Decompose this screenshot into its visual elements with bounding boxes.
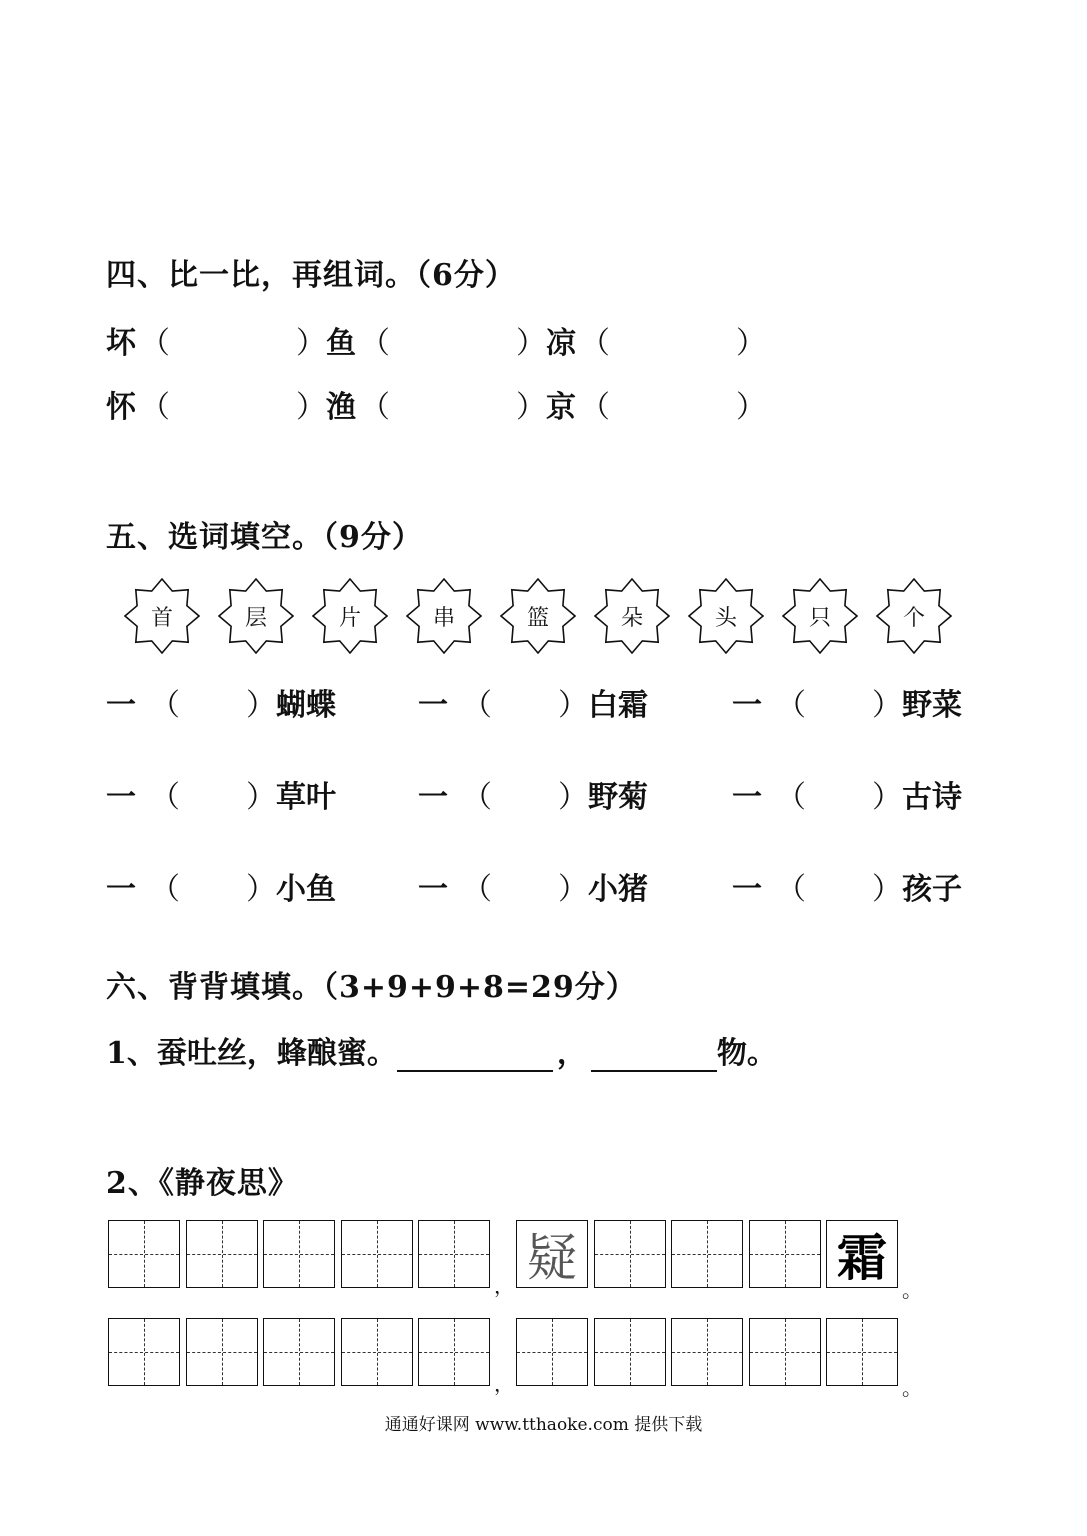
open-paren: （ bbox=[776, 872, 806, 907]
measure-noun: 蝴蝶 bbox=[276, 688, 336, 723]
compare-char: 渔 bbox=[326, 390, 356, 425]
word-answer-blank[interactable] bbox=[176, 318, 286, 352]
close-paren: ） bbox=[246, 688, 276, 723]
close-paren: ） bbox=[516, 390, 546, 425]
poem-punctuation: ， bbox=[494, 1274, 514, 1298]
answer-blank-1[interactable] bbox=[397, 1042, 553, 1072]
open-paren: （ bbox=[140, 390, 170, 425]
measure-prefix: 一 bbox=[418, 780, 448, 815]
question-2-title: 2、《静夜思》 bbox=[106, 1166, 299, 1201]
writing-box[interactable] bbox=[418, 1318, 490, 1386]
word-star-tile bbox=[876, 578, 952, 654]
open-paren: （ bbox=[580, 390, 610, 425]
poem-punctuation: 。 bbox=[902, 1376, 922, 1400]
word-star-label: 串 bbox=[432, 605, 455, 631]
given-character: 霜 bbox=[837, 1229, 887, 1287]
writing-box[interactable] bbox=[341, 1318, 413, 1386]
open-paren: （ bbox=[462, 780, 492, 815]
question-1 bbox=[106, 1028, 777, 1072]
measure-answer-blank[interactable] bbox=[810, 772, 866, 806]
word-star-tile bbox=[782, 578, 858, 654]
writing-box[interactable] bbox=[826, 1318, 898, 1386]
word-star-label: 个 bbox=[902, 605, 925, 631]
compare-char: 京 bbox=[546, 390, 576, 425]
section5-heading: 五、选词填空。（9分） bbox=[106, 520, 423, 555]
measure-answer-blank[interactable] bbox=[496, 864, 552, 898]
measure-answer-blank[interactable] bbox=[184, 772, 240, 806]
writing-box[interactable] bbox=[263, 1318, 335, 1386]
close-paren: ） bbox=[558, 780, 588, 815]
measure-prefix: 一 bbox=[732, 780, 762, 815]
close-paren: ） bbox=[516, 326, 546, 361]
close-paren: ） bbox=[558, 872, 588, 907]
word-star-tile bbox=[218, 578, 294, 654]
writing-box bbox=[826, 1220, 898, 1288]
writing-box[interactable] bbox=[671, 1318, 743, 1386]
measure-prefix: 一 bbox=[106, 872, 136, 907]
writing-box[interactable] bbox=[108, 1220, 180, 1288]
measure-noun: 小猪 bbox=[588, 872, 648, 907]
word-star-tile bbox=[594, 578, 670, 654]
question-1-text: 1、蚕吐丝，蜂酿蜜。 bbox=[106, 1036, 397, 1071]
open-paren: （ bbox=[360, 390, 390, 425]
open-paren: （ bbox=[150, 872, 180, 907]
open-paren: （ bbox=[580, 326, 610, 361]
word-star-label: 片 bbox=[338, 605, 361, 631]
close-paren: ） bbox=[736, 390, 766, 425]
word-star-label: 篮 bbox=[526, 605, 549, 631]
word-star-label: 头 bbox=[714, 605, 737, 631]
close-paren: ） bbox=[872, 872, 902, 907]
given-character: 疑 bbox=[527, 1229, 577, 1287]
measure-prefix: 一 bbox=[732, 872, 762, 907]
measure-answer-blank[interactable] bbox=[810, 864, 866, 898]
close-paren: ） bbox=[296, 390, 326, 425]
measure-prefix: 一 bbox=[106, 688, 136, 723]
measure-prefix: 一 bbox=[732, 688, 762, 723]
measure-answer-blank[interactable] bbox=[496, 680, 552, 714]
measure-noun: 小鱼 bbox=[276, 872, 336, 907]
close-paren: ） bbox=[736, 326, 766, 361]
writing-box[interactable] bbox=[749, 1220, 821, 1288]
measure-noun: 白霜 bbox=[588, 688, 648, 723]
word-star-label: 只 bbox=[808, 605, 831, 631]
question-1-tail: 物。 bbox=[716, 1036, 777, 1071]
close-paren: ） bbox=[296, 326, 326, 361]
measure-prefix: 一 bbox=[418, 688, 448, 723]
writing-box[interactable] bbox=[594, 1220, 666, 1288]
word-answer-blank[interactable] bbox=[616, 382, 726, 416]
word-star-label: 层 bbox=[244, 605, 267, 631]
measure-noun: 草叶 bbox=[276, 780, 336, 815]
poem-punctuation: 。 bbox=[902, 1278, 922, 1302]
close-paren: ） bbox=[872, 780, 902, 815]
poem-punctuation: ， bbox=[494, 1372, 514, 1396]
measure-noun: 孩子 bbox=[902, 872, 962, 907]
word-answer-blank[interactable] bbox=[176, 382, 286, 416]
writing-box[interactable] bbox=[749, 1318, 821, 1386]
measure-noun: 古诗 bbox=[902, 780, 962, 815]
writing-box[interactable] bbox=[341, 1220, 413, 1288]
compare-char: 怀 bbox=[106, 390, 136, 425]
close-paren: ） bbox=[558, 688, 588, 723]
open-paren: （ bbox=[462, 688, 492, 723]
close-paren: ） bbox=[872, 688, 902, 723]
word-star-tile bbox=[124, 578, 200, 654]
measure-noun: 野菜 bbox=[902, 688, 962, 723]
measure-answer-blank[interactable] bbox=[184, 680, 240, 714]
open-paren: （ bbox=[776, 688, 806, 723]
measure-prefix: 一 bbox=[106, 780, 136, 815]
measure-answer-blank[interactable] bbox=[184, 864, 240, 898]
word-star-label: 首 bbox=[150, 605, 173, 631]
compare-char: 鱼 bbox=[326, 326, 356, 361]
measure-prefix: 一 bbox=[418, 872, 448, 907]
writing-box[interactable] bbox=[594, 1318, 666, 1386]
word-star-tile bbox=[312, 578, 388, 654]
answer-blank-2[interactable] bbox=[591, 1042, 717, 1072]
open-paren: （ bbox=[360, 326, 390, 361]
question-1-comma: ， bbox=[556, 1036, 587, 1071]
footer-credit: 通通好课网 www.tthaoke.com 提供下载 bbox=[384, 1415, 703, 1435]
writing-box[interactable] bbox=[263, 1220, 335, 1288]
word-star-tile bbox=[406, 578, 482, 654]
word-answer-blank[interactable] bbox=[396, 382, 506, 416]
word-star-tile bbox=[688, 578, 764, 654]
writing-box[interactable] bbox=[108, 1318, 180, 1386]
word-star-label: 朵 bbox=[620, 605, 643, 631]
measure-answer-blank[interactable] bbox=[810, 680, 866, 714]
open-paren: （ bbox=[150, 688, 180, 723]
writing-box[interactable] bbox=[186, 1220, 258, 1288]
word-answer-blank[interactable] bbox=[616, 318, 726, 352]
compare-char: 坏 bbox=[106, 326, 136, 361]
close-paren: ） bbox=[246, 780, 276, 815]
writing-box[interactable] bbox=[516, 1318, 588, 1386]
compare-char: 凉 bbox=[546, 326, 576, 361]
word-star-tile bbox=[500, 578, 576, 654]
section4-heading: 四、比一比，再组词。（6分） bbox=[106, 258, 516, 293]
writing-box bbox=[516, 1220, 588, 1288]
open-paren: （ bbox=[140, 326, 170, 361]
writing-box[interactable] bbox=[671, 1220, 743, 1288]
word-answer-blank[interactable] bbox=[396, 318, 506, 352]
open-paren: （ bbox=[776, 780, 806, 815]
writing-box[interactable] bbox=[186, 1318, 258, 1386]
measure-answer-blank[interactable] bbox=[496, 772, 552, 806]
writing-box[interactable] bbox=[418, 1220, 490, 1288]
section6-heading: 六、背背填填。（3+9+9+8=29分） bbox=[106, 970, 637, 1005]
open-paren: （ bbox=[150, 780, 180, 815]
measure-noun: 野菊 bbox=[588, 780, 648, 815]
open-paren: （ bbox=[462, 872, 492, 907]
close-paren: ） bbox=[246, 872, 276, 907]
